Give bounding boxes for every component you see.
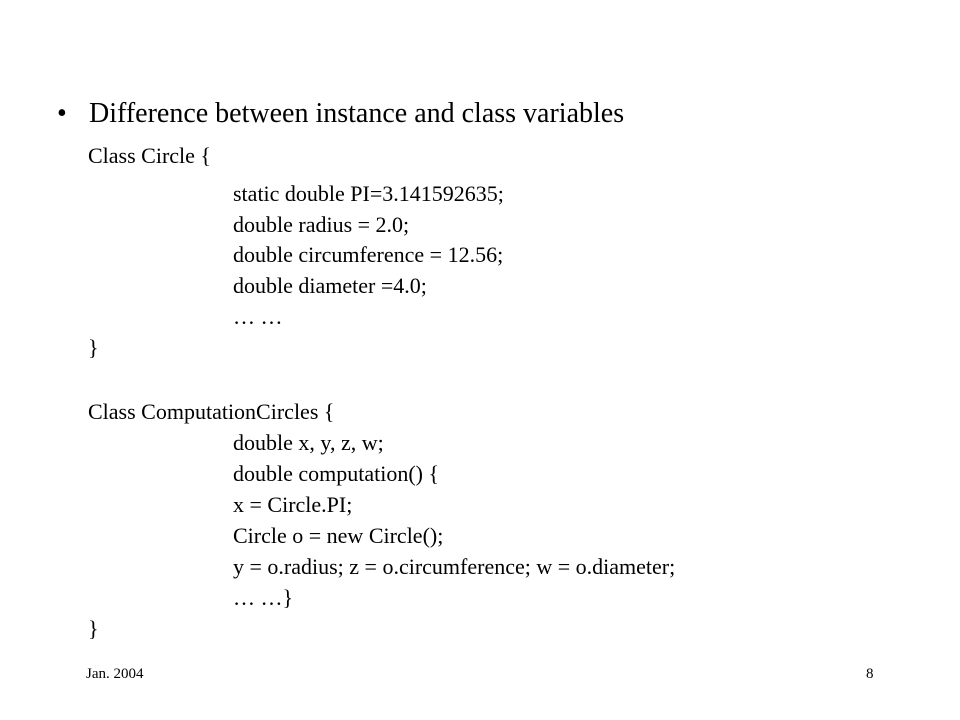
code-computation-close: } [88,616,99,641]
code-computation-line: x = Circle.PI; [233,492,353,517]
code-computation-line: Circle o = new Circle(); [233,523,444,548]
code-circle-open: Class Circle { [88,143,211,168]
heading-text: Difference between instance and class variables [89,98,625,129]
bullet-icon: • [57,98,67,129]
code-computation-line: y = o.radius; z = o.circumference; w = o.diameter; [233,554,676,579]
code-computation-line: … …} [233,585,294,610]
code-circle-close: } [88,335,99,360]
bullet-heading [57,96,624,132]
code-circle-line: double circumference = 12.56; [233,242,504,267]
code-circle-line: … … [233,304,283,329]
code-computation-line: double x, y, z, w; [233,430,384,455]
code-circle-line: double radius = 2.0; [233,212,410,237]
code-computation-line: double computation() { [233,461,440,486]
code-circle-line: static double PI=3.141592635; [233,181,504,206]
code-circle-line: double diameter =4.0; [233,273,427,298]
footer-page-number: 8 [866,666,874,682]
footer-date: Jan. 2004 [86,666,144,682]
code-computation-open: Class ComputationCircles { [88,399,335,424]
